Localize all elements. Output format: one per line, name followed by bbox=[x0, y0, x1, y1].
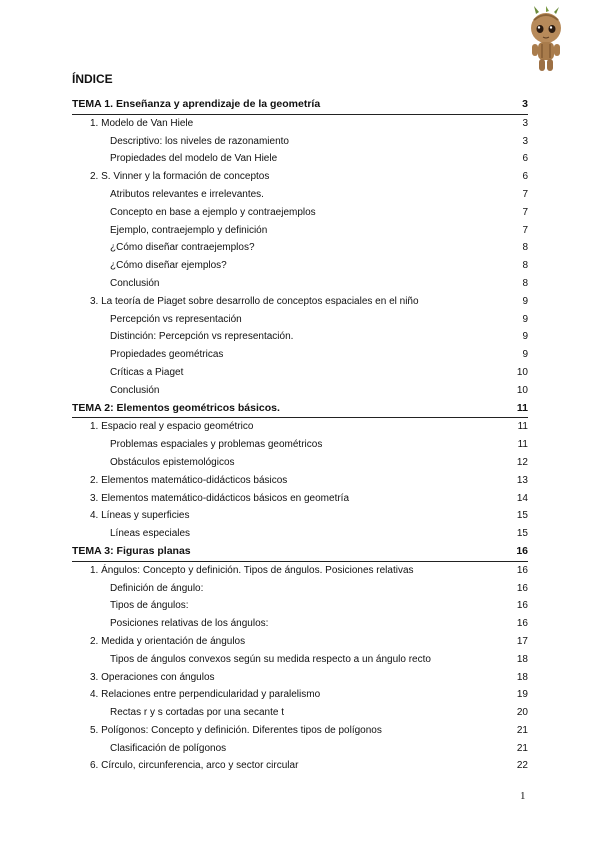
toc-entry-page: 3 bbox=[522, 98, 528, 110]
toc-entry-page: 10 bbox=[516, 366, 528, 378]
toc-entry-page: 15 bbox=[516, 510, 528, 522]
toc-entry-page: 13 bbox=[516, 474, 528, 486]
toc-section-entry[interactable] bbox=[72, 633, 528, 651]
toc-chapter-entry[interactable] bbox=[72, 96, 528, 115]
toc-subsection-entry[interactable] bbox=[72, 275, 528, 293]
toc-entry-page: 6 bbox=[522, 171, 528, 183]
toc-entry-title: 4. Relaciones entre perpendicularidad y paralelismo bbox=[90, 689, 321, 701]
toc-section-entry[interactable] bbox=[72, 490, 528, 508]
toc-entry-title: Percepción vs representación bbox=[110, 313, 242, 325]
toc-entry-title: 3. La teoría de Piaget sobre desarrollo de conceptos espaciales en el niño bbox=[90, 295, 419, 307]
toc-entry-page: 21 bbox=[516, 742, 528, 754]
toc-entry-page: 12 bbox=[516, 456, 528, 468]
toc-entry-title: 1. Modelo de Van Hiele bbox=[90, 117, 194, 129]
toc-entry-title: Tipos de ángulos: bbox=[110, 600, 189, 612]
toc-entry-page: 9 bbox=[522, 313, 528, 325]
toc-subsection-entry[interactable] bbox=[72, 436, 528, 454]
toc-subsection-entry[interactable] bbox=[72, 580, 528, 598]
toc-entry-title: 2. S. Vinner y la formación de conceptos bbox=[90, 171, 270, 183]
toc-entry-title: 3. Operaciones con ángulos bbox=[90, 671, 215, 683]
toc-entry-title: TEMA 3: Figuras planas bbox=[72, 544, 191, 557]
toc-entry-title: TEMA 1. Enseñanza y aprendizaje de la geometría bbox=[72, 98, 321, 110]
toc-entry-title: TEMA 2: Elementos geométricos básicos. bbox=[72, 401, 280, 414]
toc-entry-page: 8 bbox=[522, 260, 528, 272]
toc-entry-page: 9 bbox=[522, 349, 528, 361]
toc-subsection-entry[interactable] bbox=[72, 651, 528, 669]
toc-chapter-entry[interactable] bbox=[72, 543, 528, 562]
toc-entry-page: 18 bbox=[516, 653, 528, 665]
toc-entry-title: 1. Espacio real y espacio geométrico bbox=[90, 421, 254, 433]
toc-subsection-entry[interactable] bbox=[72, 186, 528, 204]
toc-section-entry[interactable] bbox=[72, 722, 528, 740]
toc-entry-page: 21 bbox=[516, 724, 528, 736]
toc-entry-title: Propiedades del modelo de Van Hiele bbox=[110, 153, 278, 165]
toc-entry-title: Descriptivo: los niveles de razonamiento bbox=[110, 135, 289, 147]
toc-entry-page: 11 bbox=[517, 439, 528, 451]
toc-entry-page: 3 bbox=[522, 117, 528, 129]
toc-subsection-entry[interactable] bbox=[72, 454, 528, 472]
toc-entry-page: 9 bbox=[522, 331, 528, 343]
index-title: ÍNDICE bbox=[72, 72, 113, 86]
toc-entry-title: Definición de ángulo: bbox=[110, 582, 204, 594]
toc-entry-title: ¿Cómo diseñar ejemplos? bbox=[110, 260, 227, 272]
toc-section-entry[interactable] bbox=[72, 168, 528, 186]
toc-subsection-entry[interactable] bbox=[72, 525, 528, 543]
toc-entry-page: 8 bbox=[522, 277, 528, 289]
toc-entry-title: Ejemplo, contraejemplo y definición bbox=[110, 224, 268, 236]
toc-entry-page: 16 bbox=[516, 618, 528, 630]
toc-section-entry[interactable] bbox=[72, 507, 528, 525]
toc-entry-page: 8 bbox=[522, 242, 528, 254]
toc-subsection-entry[interactable] bbox=[72, 311, 528, 329]
toc-subsection-entry[interactable] bbox=[72, 204, 528, 222]
toc-entry-title: Rectas r y s cortadas por una secante t bbox=[110, 707, 284, 719]
toc-entry-title: Clasificación de polígonos bbox=[110, 742, 227, 754]
toc-entry-title: Obstáculos epistemológicos bbox=[110, 456, 235, 468]
toc-subsection-entry[interactable] bbox=[72, 364, 528, 382]
toc-entry-page: 16 bbox=[516, 564, 528, 576]
toc-entry-title: ¿Cómo diseñar contraejemplos? bbox=[110, 242, 255, 254]
toc-subsection-entry[interactable] bbox=[72, 239, 528, 257]
toc-entry-page: 7 bbox=[522, 188, 528, 200]
toc-entry-page: 9 bbox=[522, 295, 528, 307]
toc-subsection-entry[interactable] bbox=[72, 150, 528, 168]
toc-entry-title: 3. Elementos matemático-didácticos básicos en geometría bbox=[90, 492, 350, 504]
toc-subsection-entry[interactable] bbox=[72, 222, 528, 240]
toc-section-entry[interactable] bbox=[72, 472, 528, 490]
toc-entry-page: 11 bbox=[516, 401, 528, 414]
toc-entry-title: Problemas espaciales y problemas geométricos bbox=[110, 439, 323, 451]
toc-entry-title: 2. Medida y orientación de ángulos bbox=[90, 635, 246, 647]
toc-entry-title: Críticas a Piaget bbox=[110, 366, 184, 378]
toc-entry-title: Posiciones relativas de los ángulos: bbox=[110, 618, 269, 630]
toc-subsection-entry[interactable] bbox=[72, 615, 528, 633]
toc-entry-title: Concepto en base a ejemplo y contraejemplos bbox=[110, 206, 316, 218]
toc-entry-page: 10 bbox=[516, 384, 528, 396]
toc-entry-page: 6 bbox=[522, 153, 528, 165]
toc-section-entry[interactable] bbox=[72, 418, 528, 436]
toc-entry-title: 2. Elementos matemático-didácticos básicos bbox=[90, 474, 288, 486]
toc-entry-title: 4. Líneas y superficies bbox=[90, 510, 190, 522]
toc-entry-page: 7 bbox=[522, 224, 528, 236]
toc-subsection-entry[interactable] bbox=[72, 382, 528, 400]
toc-section-entry[interactable] bbox=[72, 293, 528, 311]
toc-entry-page: 17 bbox=[516, 635, 528, 647]
toc-entry-title: Atributos relevantes e irrelevantes. bbox=[110, 188, 264, 200]
toc-section-entry[interactable] bbox=[72, 686, 528, 704]
toc-entry-title: Distinción: Percepción vs representación. bbox=[110, 331, 294, 343]
toc-entry-title: 6. Círculo, circunferencia, arco y sector circular bbox=[90, 760, 299, 772]
toc-entry-title: Conclusión bbox=[110, 384, 160, 396]
toc-entry-page: 22 bbox=[516, 760, 528, 772]
toc-subsection-entry[interactable] bbox=[72, 597, 528, 615]
toc-chapter-entry[interactable] bbox=[72, 400, 528, 419]
toc-section-entry[interactable] bbox=[72, 115, 528, 133]
toc-subsection-entry[interactable] bbox=[72, 740, 528, 758]
toc-entry-title: 1. Ángulos: Concepto y definición. Tipos de ángulos. Posiciones relativas bbox=[90, 564, 414, 576]
toc-section-entry[interactable] bbox=[72, 757, 528, 775]
toc-subsection-entry[interactable] bbox=[72, 704, 528, 722]
toc-entry-page: 16 bbox=[516, 582, 528, 594]
toc-entry-page: 7 bbox=[522, 206, 528, 218]
toc-subsection-entry[interactable] bbox=[72, 133, 528, 151]
toc-section-entry[interactable] bbox=[72, 669, 528, 687]
toc-entry-title: 5. Polígonos: Concepto y definición. Diferentes tipos de polígonos bbox=[90, 724, 382, 736]
toc-subsection-entry[interactable] bbox=[72, 257, 528, 275]
toc-entry-page: 20 bbox=[516, 707, 528, 719]
toc-subsection-entry[interactable] bbox=[72, 328, 528, 346]
toc-entry-title: Tipos de ángulos convexos según su medida respecto a un ángulo recto bbox=[110, 653, 431, 665]
toc-entry-page: 14 bbox=[516, 492, 528, 504]
groot-mascot-icon bbox=[526, 6, 566, 74]
toc-entry-page: 3 bbox=[522, 135, 528, 147]
toc-subsection-entry[interactable] bbox=[72, 346, 528, 364]
page-number: 1 bbox=[520, 790, 526, 802]
toc-entry-page: 11 bbox=[517, 421, 528, 433]
toc-entry-page: 16 bbox=[516, 600, 528, 612]
toc-entry-title: Conclusión bbox=[110, 277, 160, 289]
toc-entry-page: 15 bbox=[516, 528, 528, 540]
toc-entry-title: Líneas especiales bbox=[110, 528, 191, 540]
toc-section-entry[interactable] bbox=[72, 562, 528, 580]
toc-entry-page: 19 bbox=[516, 689, 528, 701]
toc-entry-page: 16 bbox=[516, 544, 528, 557]
table-of-contents bbox=[72, 96, 528, 775]
toc-entry-page: 18 bbox=[516, 671, 528, 683]
toc-entry-title: Propiedades geométricas bbox=[110, 349, 224, 361]
